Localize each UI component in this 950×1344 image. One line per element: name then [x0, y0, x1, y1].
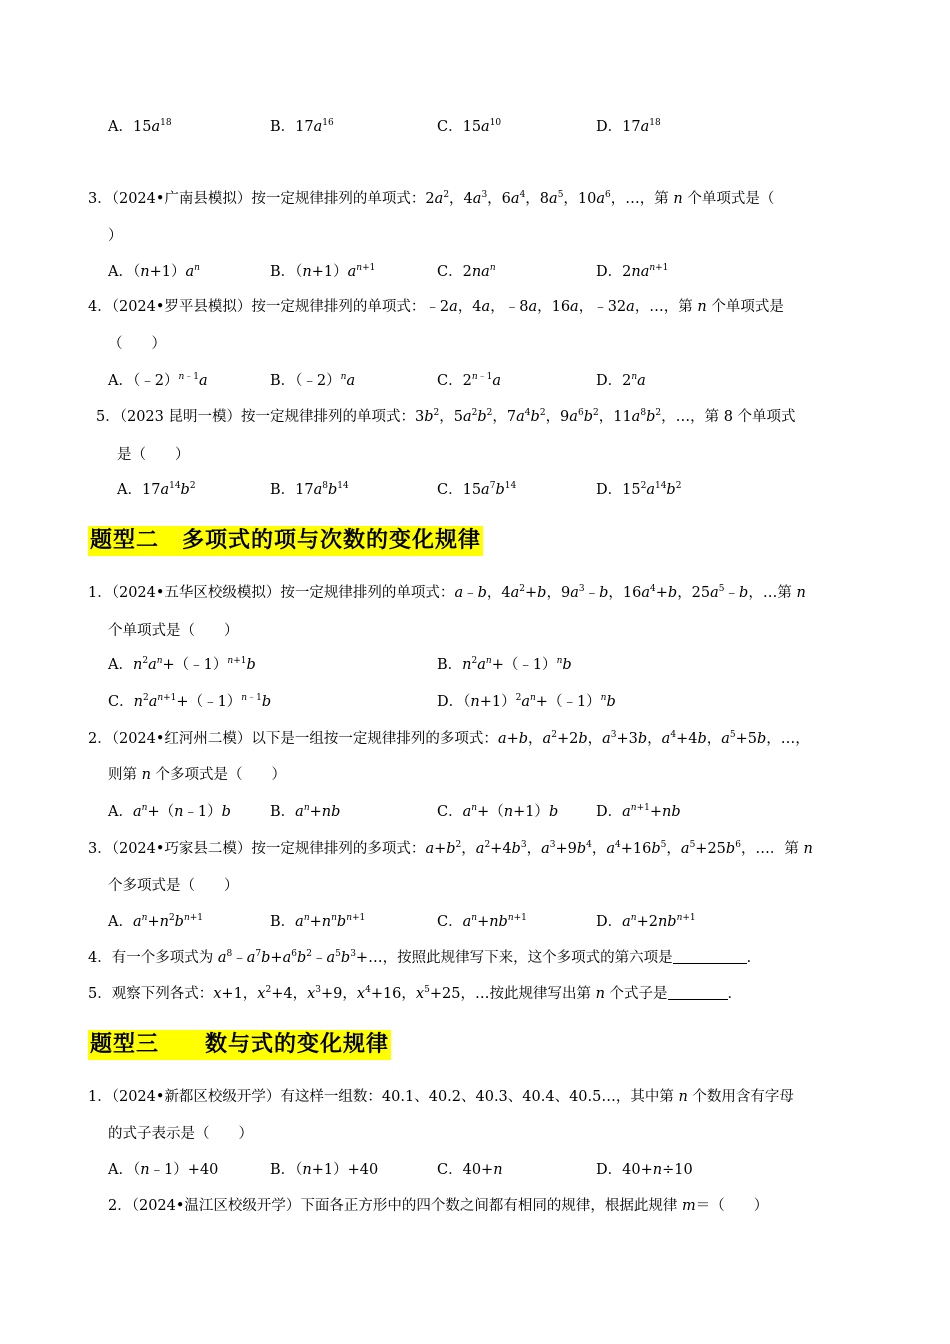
option-c[interactable]: C．$a^n+(n+1)b$ [437, 803, 559, 820]
option-c[interactable]: C．$2na^n$ [437, 263, 496, 280]
question-stem-cont: ） [108, 228, 123, 244]
question-stem-cont: 则第 n 个多项式是（ ） [108, 767, 287, 783]
question-stem: 2．（2024•红河州二模）以下是一组按一定规律排列的多项式：a+b，$a^2+2b$，$a^3+3b$，$a^4+4b$，$a^5+5b$，…， [88, 730, 810, 747]
prev-option-d[interactable]: D．$17a^{18}$ [596, 118, 661, 135]
option-d[interactable]: D．$a^{n+1}+nb$ [596, 803, 681, 820]
question-stem: 2．（2024•温江区校级开学）下面各正方形中的四个数之间都有相同的规律，根据此规律 m＝（ ） [108, 1198, 769, 1214]
option-d[interactable]: D．2$^n$a [596, 372, 646, 389]
question-stem: 4．（2024•罗平县模拟）按一定规律排列的单项式：﹣2a，4a，﹣8a，16a，﹣32a，…，第 n 个单项式是 [88, 299, 784, 315]
option-a[interactable]: A．$a^n+n^2b^{n+1}$ [108, 913, 204, 930]
option-a[interactable]: A．$(n+1)a^n$ [108, 263, 200, 280]
question-stem: 3．（2024•广南县模拟）按一定规律排列的单项式：$2a^2$，$4a^3$，$6a^4$，$8a^5$，$10a^6$，…，第 n 个单项式是（ [88, 190, 775, 207]
option-b[interactable]: B．$17a^8b^{14}$ [270, 481, 349, 498]
option-b[interactable]: B．（﹣2）$^n$a [270, 372, 356, 389]
option-d[interactable]: D．$15^2a^{14}b^2$ [596, 481, 682, 498]
option-d[interactable]: D．$2na^{n+1}$ [596, 263, 669, 280]
option-b[interactable]: B．（n+1）+40 [270, 1162, 379, 1178]
option-b[interactable]: B．$a^n+n^nb^{n+1}$ [270, 913, 366, 930]
question-stem-cont: 的式子表示是（ ） [108, 1126, 253, 1142]
question-stem: 3．（2024•巧家县二模）按一定规律排列的多项式：$a+b^2$，$a^2+4b^3$，$a^3+9b^4$，$a^4+16b^5$，$a^5+25b^6$，…．第 n [88, 840, 813, 857]
option-a[interactable]: A．$a^n+(n﹣1)b$ [108, 803, 231, 820]
section-heading: 题型二 多项式的项与次数的变化规律 [88, 526, 483, 556]
option-b[interactable]: B．$(n+1)a^{n+1}$ [270, 263, 376, 280]
option-c[interactable]: C．$15a^7b^{14}$ [437, 481, 517, 498]
question-stem: 1．（2024•五华区校级模拟）按一定规律排列的单项式：a﹣b，$4a^2+b$，$9a^3﹣b$，$16a^4+b$，$25a^5﹣b$，…第 n [88, 584, 806, 601]
question-stem-cont: 个单项式是（ ） [108, 623, 239, 639]
option-c[interactable]: C．$a^n+nb^{n+1}$ [437, 913, 527, 930]
option-b[interactable]: B．$n^2a^n+(﹣1)^nb$ [437, 656, 572, 673]
question-stem: 1．（2024•新都区校级开学）有这样一组数：40.1、40.2、40.3、40.4、40.5…，其中第 n 个数用含有字母 [88, 1089, 794, 1105]
prev-option-c[interactable]: C．$15a^{10}$ [437, 118, 502, 135]
option-c[interactable]: C．$n^2a^{n+1}+(﹣1)^{n﹣1}b$ [108, 693, 272, 710]
option-a[interactable]: A．$n^2a^n+(﹣1)^{n+1}b$ [108, 656, 256, 673]
option-d[interactable]: D．$(n+1)^2a^n+(﹣1)^nb$ [437, 693, 616, 710]
question-stem: 5．观察下列各式：x+1，$x^2+4$，$x^3+9$，$x^4+16$，$x^5+25$，…按此规律写出第 n 个式子是 ． [88, 985, 743, 1002]
question-stem: 5．（2023 昆明一模）按一定规律排列的单项式：$3b^2$，$5a^2b^2$，$7a^4b^2$，$9a^6b^2$，$11a^8b^2$，…，第 8 个单项式 [96, 408, 796, 425]
answer-blank[interactable] [673, 949, 747, 964]
prev-option-a[interactable]: A．$15a^{18}$ [108, 118, 172, 135]
section-heading: 题型三 数与式的变化规律 [88, 1030, 391, 1060]
option-c[interactable]: C．40+n [437, 1162, 503, 1178]
option-a[interactable]: A．$17a^{14}b^2$ [117, 481, 196, 498]
option-d[interactable]: D．40+n÷10 [596, 1162, 693, 1178]
question-stem-cont: 是（ ） [117, 447, 190, 463]
option-a[interactable]: A．（﹣2）$^{n﹣1}$a [108, 372, 208, 389]
question-stem-cont: 个多项式是（ ） [108, 878, 239, 894]
answer-blank[interactable] [668, 985, 728, 1000]
prev-option-b[interactable]: B．$17a^{16}$ [270, 118, 334, 135]
option-a[interactable]: A．（n﹣1）+40 [108, 1162, 219, 1178]
question-stem: 4．有一个多项式为 $a^8﹣a^7b+a^6b^2﹣a^5b^3+\dots$，按照此规律写下来，这个多项式的第六项是 ． [88, 949, 762, 966]
option-b[interactable]: B．$a^n+nb$ [270, 803, 341, 820]
option-d[interactable]: D．$a^n+2nb^{n+1}$ [596, 913, 696, 930]
option-c[interactable]: C．$2^{n﹣1}a$ [437, 372, 502, 389]
question-stem-cont: （ ） [108, 336, 166, 352]
